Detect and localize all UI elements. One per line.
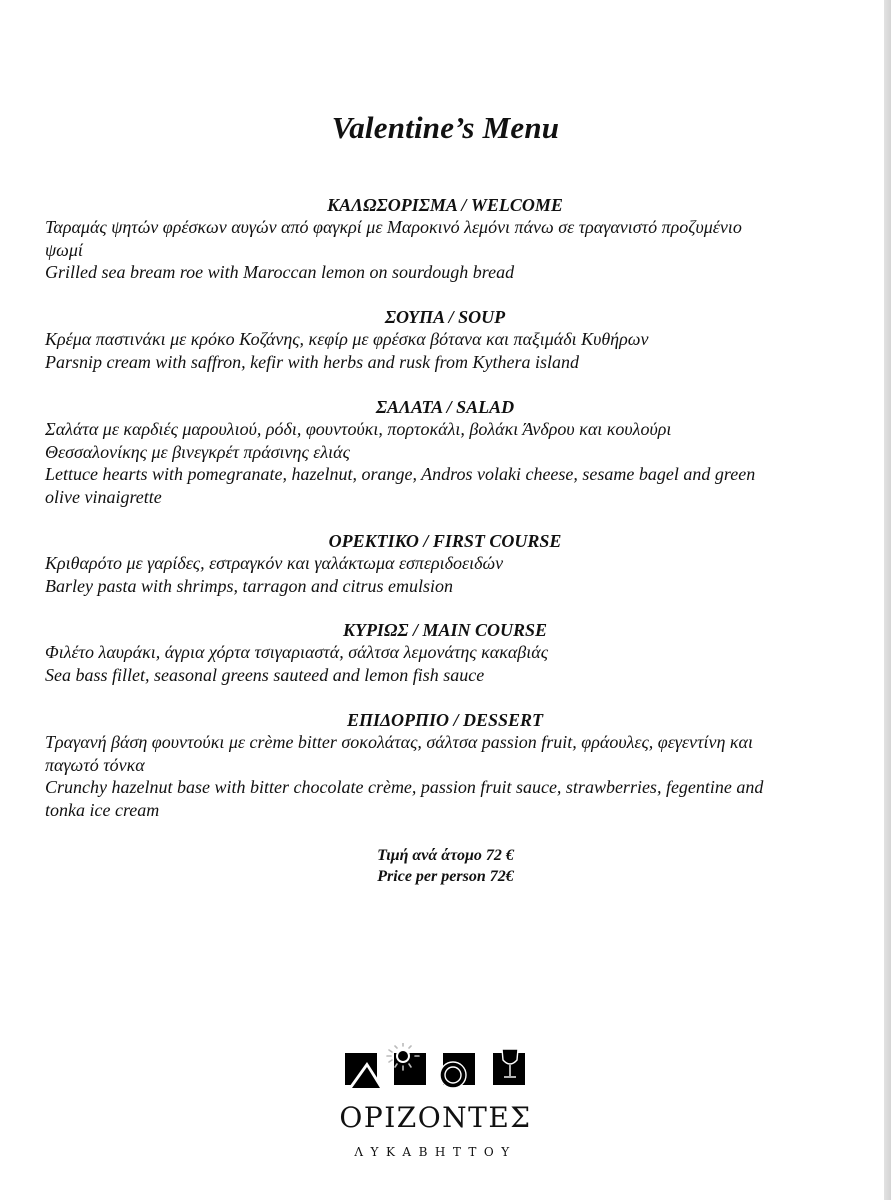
section-salad: [45, 396, 845, 508]
dish-line: Τραγανή βάση φουντούκι με crème bitter σοκολάτας, σάλτσα passion fruit, φράουλες, φεγεντίνη και: [45, 732, 753, 752]
price-greek: Τιμή ανά άτομο 72 €: [377, 847, 514, 864]
logo-icons: [343, 1043, 528, 1093]
dish-line: Ταραμάς ψητών φρέσκων αυγών από φαγκρί με Μαροκινό λεμόνι πάνω σε τραγανιστό προζυμένιο: [45, 217, 742, 237]
price-english: Price per person 72€: [377, 868, 514, 885]
section-heading: ΕΠΙΔΟΡΠΙΟ / DESSERT: [347, 710, 543, 730]
dish-line: Κρέμα παστινάκι με κρόκο Κοζάνης, κεφίρ με φρέσκα βότανα και παξιμάδι Κυθήρων: [45, 329, 649, 349]
dish-line: Θεσσαλονίκης με βινεγκρέτ πράσινης ελιάς: [45, 441, 350, 462]
dish-line: tonka ice cream: [45, 799, 160, 820]
price-block: [0, 845, 891, 887]
dish-line: Κριθαρότο με γαρίδες, εστραγκόν και γαλάκτωμα εσπεριδοειδών: [45, 553, 504, 573]
wine-glass-icon: [493, 1049, 525, 1085]
logo-subtitle: ΛΥΚΑΒΗΤΤΟΥ: [354, 1145, 517, 1159]
page-edge-shadow: [884, 0, 891, 1200]
sun-icon: [387, 1043, 426, 1085]
dish-line: Barley pasta with shrimps, tarragon and citrus emulsion: [45, 575, 454, 596]
section-heading: ΣΑΛΑΤΑ / SALAD: [375, 397, 515, 417]
dish-line: Φιλέτο λαυράκι, άγρια χόρτα τσιγαριαστά, σάλτσα λεμονάτης κακαβιάς: [45, 642, 549, 662]
dish-line: Crunchy hazelnut base with bitter chocolate crème, passion fruit sauce, strawberries, fegentine and: [45, 777, 764, 797]
section-heading: ΚΥΡΙΩΣ / MAIN COURSE: [342, 620, 548, 640]
section-heading: ΚΑΛΩΣΟΡΙΣΜΑ / WELCOME: [327, 195, 563, 215]
dish-line: olive vinaigrette: [45, 486, 162, 507]
plate-icon: [440, 1053, 475, 1088]
dish-line: Parsnip cream with saffron, kefir with herbs and rusk from Kythera island: [45, 351, 579, 372]
dish-line: παγωτό τόνκα: [45, 754, 145, 775]
section-first-course: [45, 530, 845, 597]
dish-line: ψωμί: [45, 239, 83, 260]
restaurant-logo: [339, 1043, 532, 1165]
section-welcome: [45, 194, 845, 284]
section-heading: ΣΟΥΠΑ / SOUP: [384, 307, 506, 327]
section-dessert: [45, 709, 845, 821]
dish-line: Lettuce hearts with pomegranate, hazelnut, orange, Andros volaki cheese, sesame bagel and green: [45, 464, 756, 484]
logo-name: ΟΡΙΖΟΝΤΕΣ: [339, 1101, 532, 1134]
section-soup: [45, 306, 845, 373]
section-heading: ΟΡΕΚΤΙΚΟ / FIRST COURSE: [328, 531, 562, 551]
dish-line: Grilled sea bream roe with Maroccan lemon on sourdough bread: [45, 262, 515, 282]
section-main-course: [45, 619, 845, 686]
menu-title: Valentine’s Menu: [331, 110, 560, 145]
mountain-icon: [345, 1053, 385, 1090]
dish-line: Sea bass fillet, seasonal greens sauteed and lemon fish sauce: [45, 664, 485, 685]
dish-line: Σαλάτα με καρδιές μαρουλιού, ρόδι, φουντούκι, πορτοκάλι, βολάκι Άνδρου και κουλούρι: [45, 419, 672, 439]
